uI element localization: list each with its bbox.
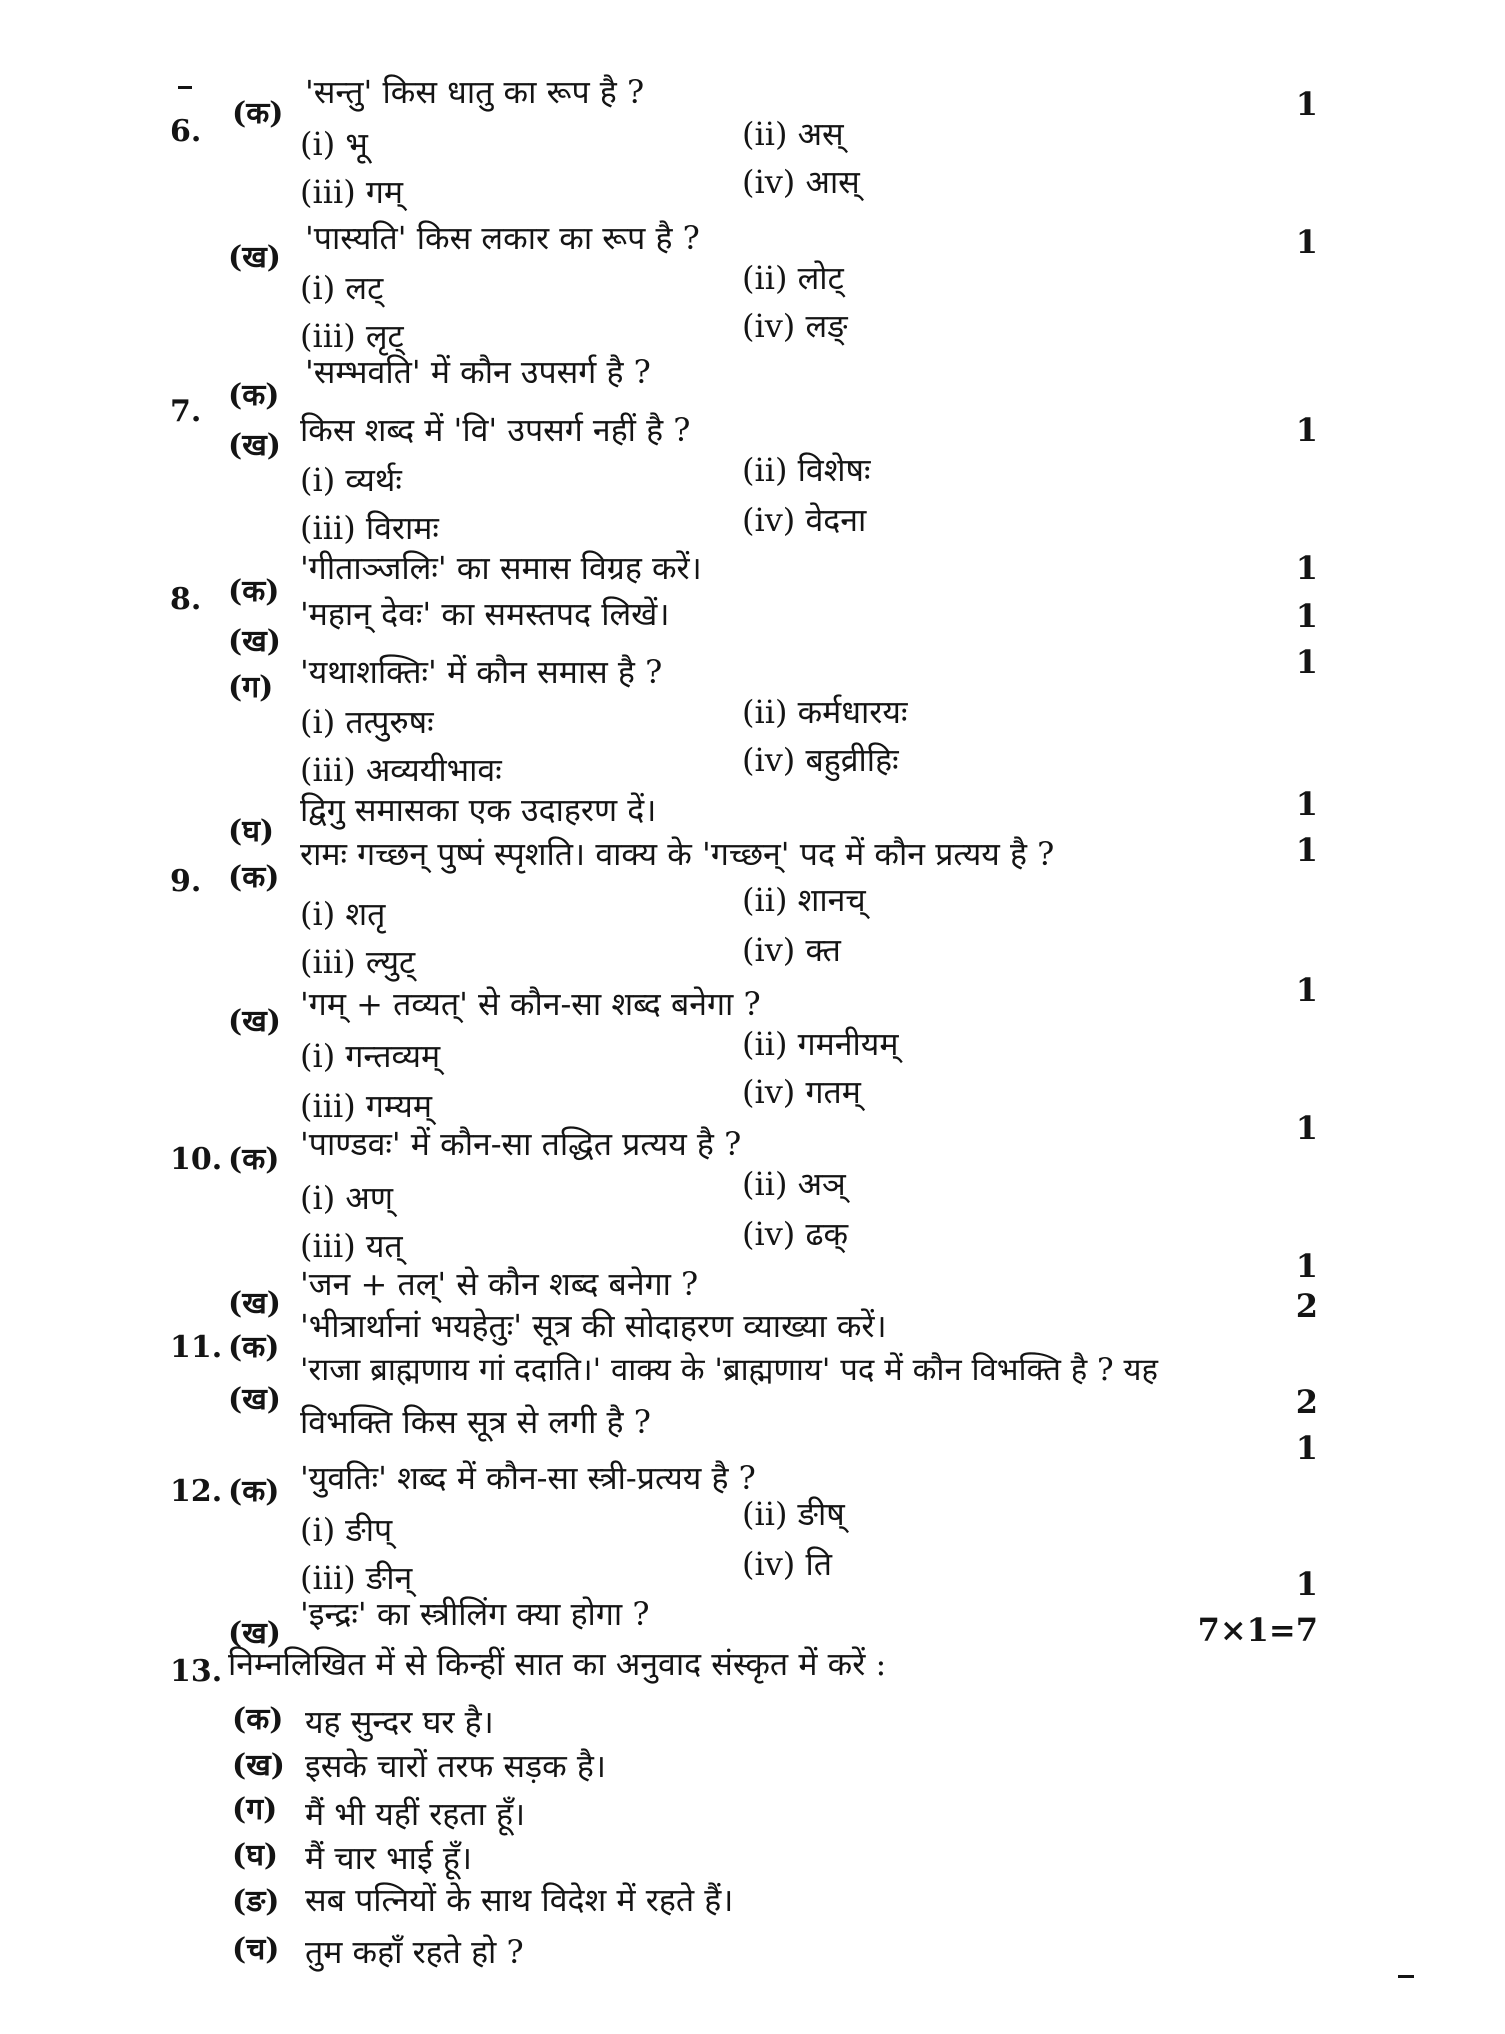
q13-item-text-4: मैं चार भाई हूँ।	[305, 1839, 472, 1877]
q12-b-label: (ख)	[228, 1616, 281, 1651]
q11-b-marks-2: 1	[1295, 1429, 1318, 1467]
q9-a-option-2: (ii) शानच्	[742, 881, 866, 919]
question-number-11: 11.	[170, 1330, 223, 1365]
q8-c-option-1: (i) तत्पुरुषः	[300, 703, 434, 741]
q12-a-option-1: (i) ङीप्	[300, 1511, 393, 1549]
q8-c-option-3: (iii) अव्ययीभावः	[300, 751, 502, 789]
question-number-7: 7.	[170, 394, 202, 429]
q9-b-option-4: (iv) गतम्	[742, 1073, 861, 1111]
q8-b-marks: 1	[1295, 597, 1318, 635]
q10-b-text: 'जन + तल्' से कौन शब्द बनेगा ?	[300, 1265, 699, 1303]
q7-b-marks: 1	[1295, 411, 1318, 449]
q6-b-option-1: (i) लट्	[300, 269, 384, 307]
question-number-6: 6.	[170, 114, 202, 149]
q6-b-option-2: (ii) लोट्	[742, 259, 844, 297]
q7-a-label: (क)	[228, 378, 280, 413]
q7-b-option-3: (iii) विरामः	[300, 509, 439, 547]
q10-a-marks: 1	[1295, 1109, 1318, 1147]
q7-b-option-2: (ii) विशेषः	[742, 451, 871, 489]
q13-item-text-1: यह सुन्दर घर है।	[305, 1703, 494, 1741]
q11-a-text: 'भीत्रार्थानां भयहेतुः' सूत्र की सोदाहरण व्याख्या करें।	[300, 1307, 887, 1345]
q9-a-marks: 1	[1295, 831, 1318, 869]
q11-b-label: (ख)	[228, 1382, 281, 1417]
question-number-8: 8.	[170, 582, 202, 617]
q8-c-option-4: (iv) बहुव्रीहिः	[742, 741, 899, 779]
q6-b-option-4: (iv) लङ्	[742, 307, 848, 345]
question-number-10: 10.	[170, 1142, 223, 1177]
q10-a-label: (क)	[228, 1142, 280, 1177]
q13-item-label-2: (ख)	[232, 1748, 285, 1783]
q12-a-option-3: (iii) ङीन्	[300, 1559, 413, 1597]
q6-a-label: (क)	[232, 96, 284, 131]
q13-text: निम्नलिखित में से किन्हीं सात का अनुवाद संस्कृत में करें :	[228, 1645, 887, 1683]
q13-marks: 7×1=7	[1197, 1611, 1318, 1649]
q7-b-label: (ख)	[228, 428, 281, 463]
q6-b-option-3: (iii) लृट्	[300, 317, 404, 355]
q9-b-option-1: (i) गन्तव्यम्	[300, 1037, 441, 1075]
q12-a-label: (क)	[228, 1474, 280, 1509]
q9-a-label: (क)	[228, 860, 280, 895]
q9-a-option-1: (i) शतृ	[300, 895, 386, 933]
q12-b-marks: 1	[1295, 1565, 1318, 1603]
question-number-9: 9.	[170, 864, 202, 899]
q6-a-text: 'सन्तु' किस धातु का रूप है ?	[305, 73, 645, 111]
q6-a-option-2: (ii) अस्	[742, 115, 844, 153]
q8-b-label: (ख)	[228, 624, 281, 659]
q9-b-marks: 1	[1295, 971, 1318, 1009]
q6-a-option-1: (i) भू	[300, 125, 368, 163]
q9-b-option-3: (iii) गम्यम्	[300, 1087, 432, 1125]
q7-a-text: 'सम्भवति' में कौन उपसर्ग है ?	[305, 353, 651, 391]
q9-b-label: (ख)	[228, 1004, 281, 1039]
q10-a-option-3: (iii) यत्	[300, 1227, 403, 1265]
q9-b-option-2: (ii) गमनीयम्	[742, 1025, 899, 1063]
q8-a-marks: 1	[1295, 549, 1318, 587]
q7-b-option-4: (iv) वेदना	[742, 501, 867, 539]
q10-a-option-1: (i) अण्	[300, 1179, 393, 1217]
q13-item-text-6: तुम कहाँ रहते हो ?	[305, 1933, 524, 1971]
q6-a-option-4: (iv) आस्	[742, 163, 860, 201]
q13-item-label-6: (च)	[232, 1932, 280, 1967]
q8-b-text: 'महान् देवः' का समस्तपद लिखें।	[300, 595, 670, 633]
q9-a-text: रामः गच्छन् पुष्पं स्पृशति। वाक्य के 'गच्छन्' पद में कौन प्रत्यय है ?	[300, 835, 1055, 873]
q10-b-marks: 1	[1295, 1247, 1318, 1285]
q13-item-label-4: (घ)	[232, 1838, 279, 1873]
question-number-12: 12.	[170, 1474, 223, 1509]
q9-b-text: 'गम् + तव्यत्' से कौन-सा शब्द बनेगा ?	[300, 985, 761, 1023]
q11-b-marks: 2	[1295, 1383, 1318, 1421]
q8-c-label: (ग)	[228, 670, 274, 705]
q13-item-text-2: इसके चारों तरफ सड़क है।	[305, 1747, 607, 1785]
q8-d-marks: 1	[1295, 785, 1318, 823]
q6-a-option-3: (iii) गम्	[300, 173, 403, 211]
q13-item-label-5: (ङ)	[232, 1884, 280, 1919]
q12-b-text: 'इन्द्रः' का स्त्रीलिंग क्या होगा ?	[300, 1595, 650, 1633]
q6-b-label: (ख)	[228, 240, 281, 275]
q12-a-option-2: (ii) ङीष्	[742, 1495, 845, 1533]
q13-item-label-1: (क)	[232, 1702, 284, 1737]
q12-a-text: 'युवतिः' शब्द में कौन-सा स्त्री-प्रत्यय है ?	[300, 1459, 756, 1497]
q7-b-text: किस शब्द में 'वि' उपसर्ग नहीं है ?	[300, 411, 691, 449]
q10-a-option-2: (ii) अञ्	[742, 1165, 846, 1203]
stray-mark-bottom	[1398, 1975, 1414, 1978]
q13-item-text-5: सब पत्नियों के साथ विदेश में रहते हैं।	[305, 1881, 734, 1919]
q8-d-text: द्विगु समासका एक उदाहरण दें।	[300, 791, 657, 829]
q10-a-option-4: (iv) ढक्	[742, 1215, 849, 1253]
q8-d-label: (घ)	[228, 814, 275, 849]
q11-a-marks: 2	[1295, 1287, 1318, 1325]
q6-b-text: 'पास्यति' किस लकार का रूप है ?	[305, 219, 700, 257]
q11-b-text-continued: विभक्ति किस सूत्र से लगी है ?	[300, 1403, 651, 1441]
q12-a-option-4: (iv) ति	[742, 1545, 832, 1583]
q9-a-option-3: (iii) ल्युट्	[300, 943, 416, 981]
q9-a-option-4: (iv) क्त	[742, 931, 841, 969]
stray-mark	[178, 86, 192, 89]
q7-b-option-1: (i) व्यर्थः	[300, 461, 402, 499]
q10-b-label: (ख)	[228, 1286, 281, 1321]
q8-c-marks: 1	[1295, 643, 1318, 681]
q11-b-text: 'राजा ब्राह्मणाय गां ददाति।' वाक्य के 'ब्राह्मणाय' पद में कौन विभक्ति है ? यह	[300, 1352, 1158, 1388]
q8-c-text: 'यथाशक्तिः' में कौन समास है ?	[300, 653, 663, 691]
q13-item-label-3: (ग)	[232, 1792, 278, 1827]
q10-a-text: 'पाण्डवः' में कौन-सा तद्धित प्रत्यय है ?	[300, 1125, 742, 1163]
q8-c-option-2: (ii) कर्मधारयः	[742, 693, 908, 731]
q8-a-label: (क)	[228, 574, 280, 609]
q13-item-text-3: मैं भी यहीं रहता हूँ।	[305, 1795, 526, 1833]
question-number-13: 13.	[170, 1654, 223, 1689]
q11-a-label: (क)	[228, 1330, 280, 1365]
q6-b-marks: 1	[1295, 223, 1318, 261]
q8-a-text: 'गीताञ्जलिः' का समास विग्रह करें।	[300, 549, 702, 587]
q6-a-marks: 1	[1295, 85, 1318, 123]
